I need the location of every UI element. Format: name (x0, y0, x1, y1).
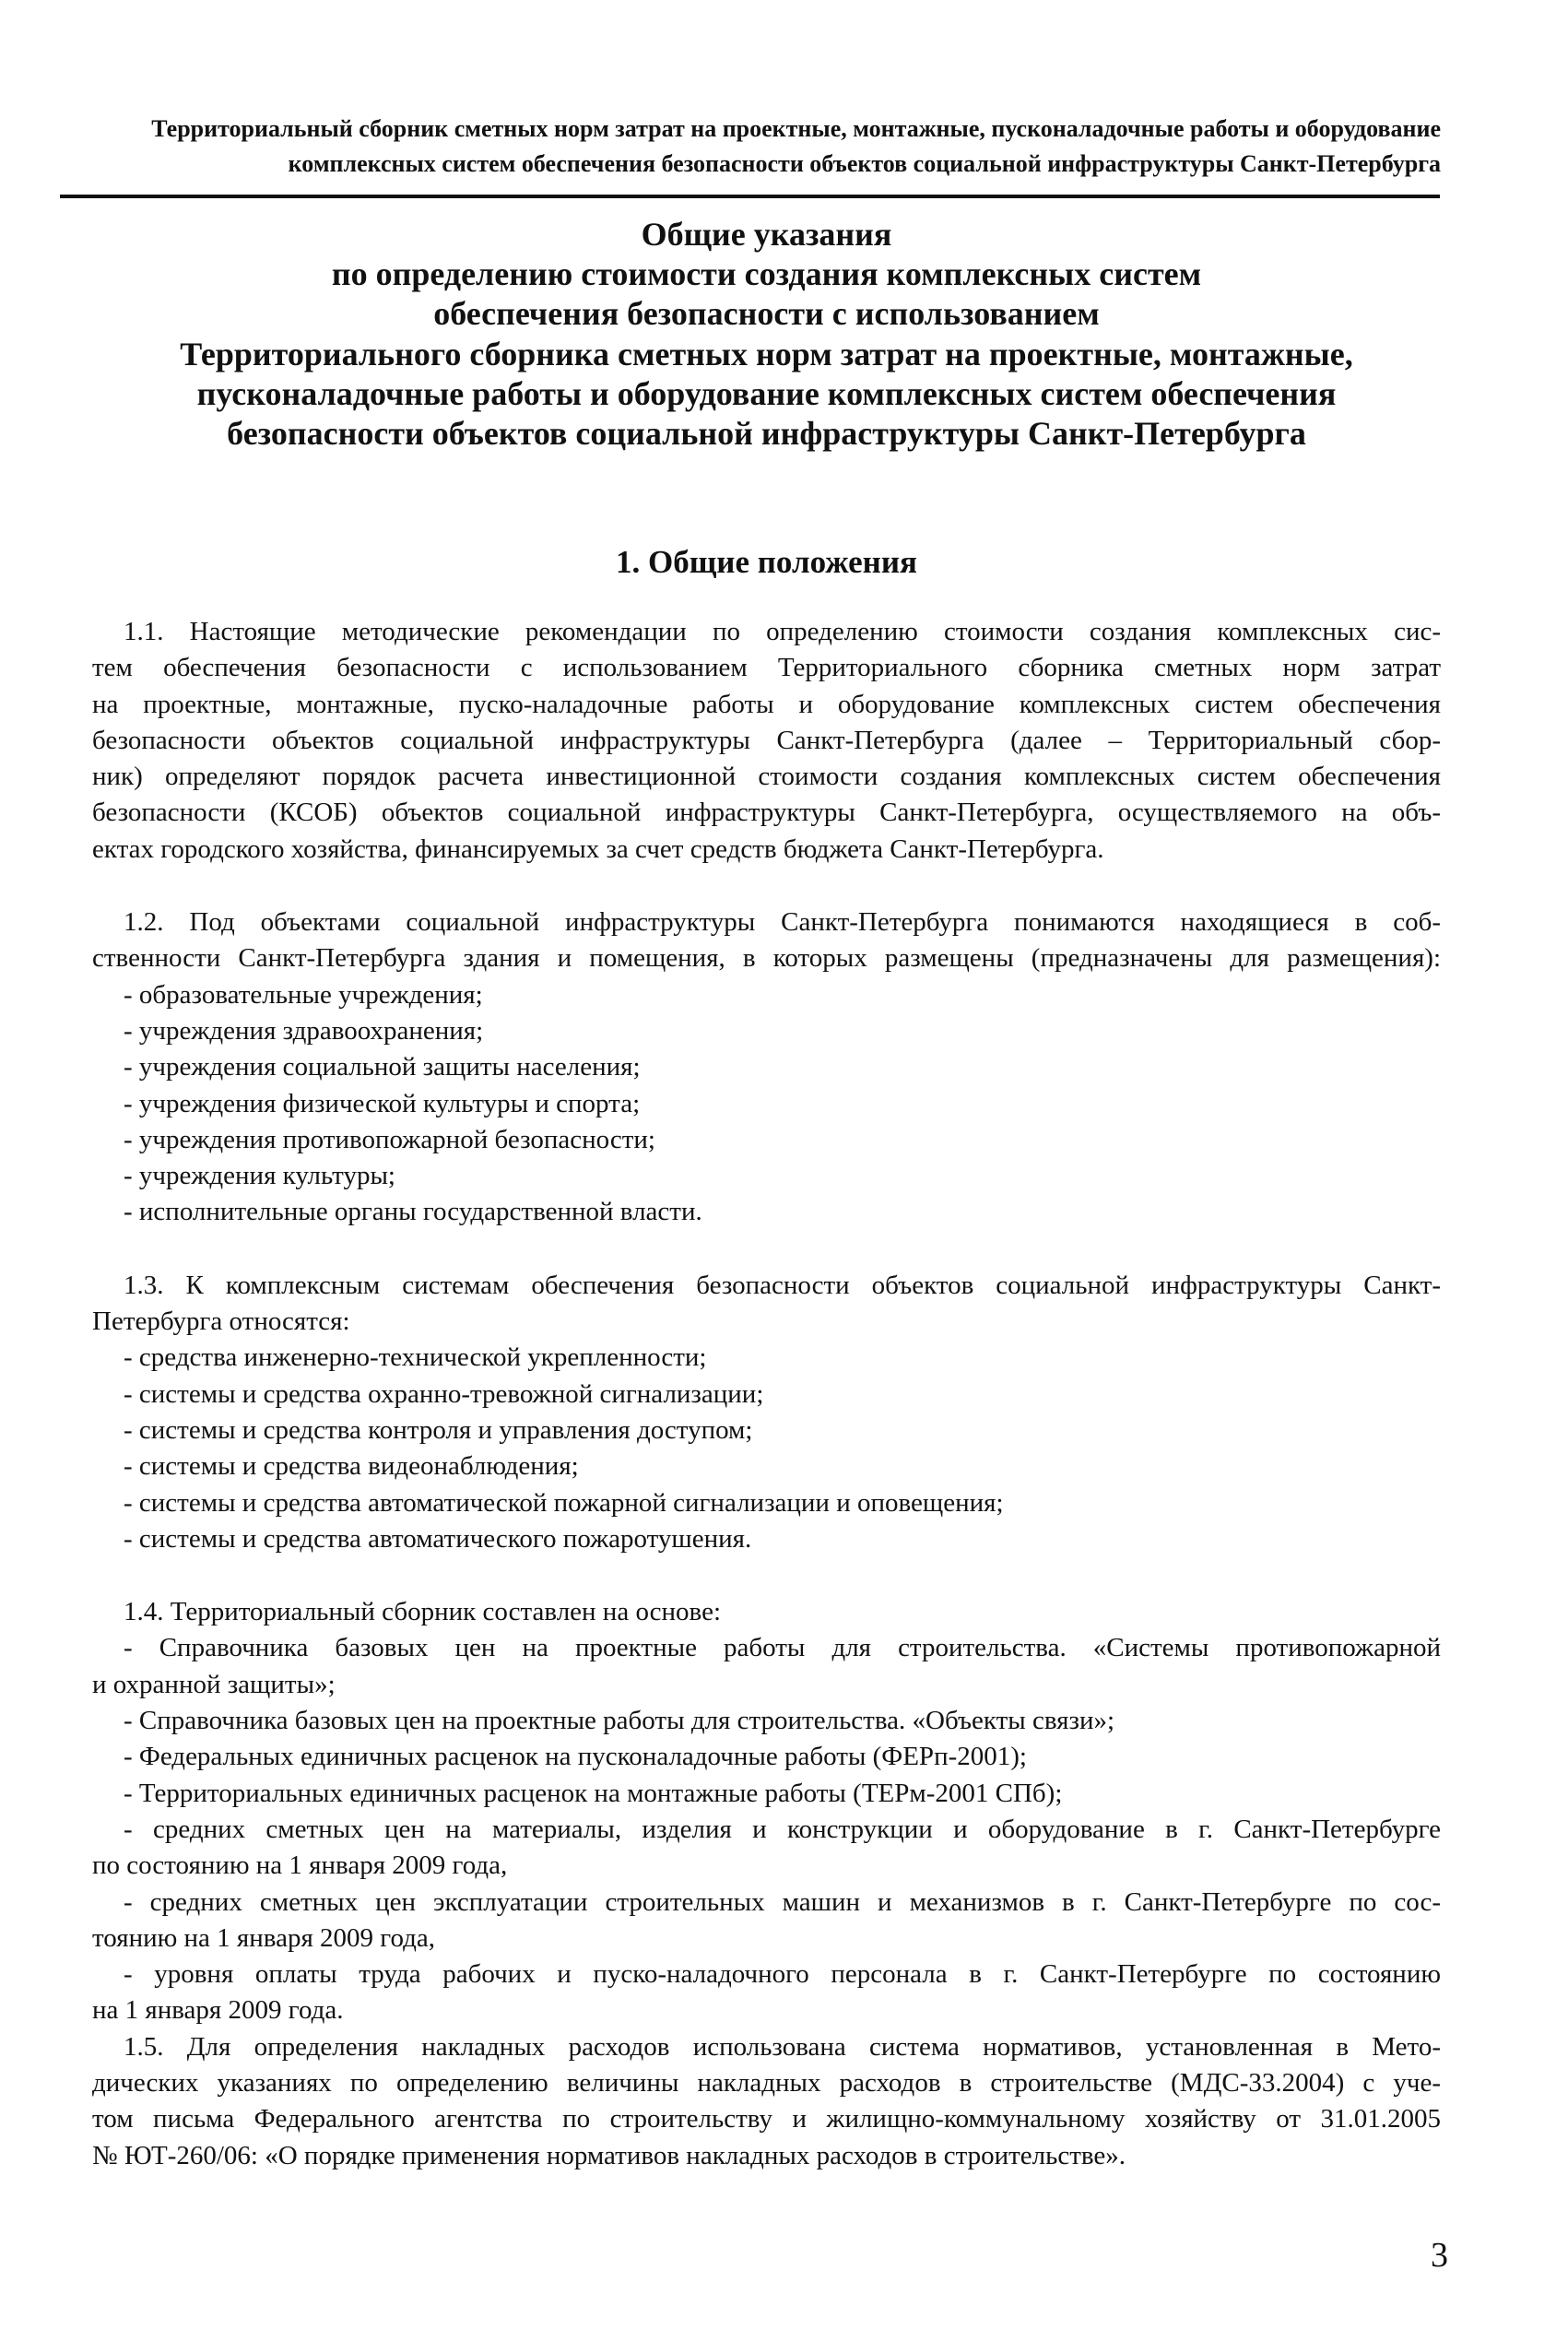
list-item: - средства инженерно-технической укрепленности; (124, 1342, 707, 1373)
title-line: пусконаладочные работы и оборудование комплексных систем обеспечения (196, 374, 1337, 412)
text-line: 1.2. Под объектами социальной инфраструктуры Санкт-Петербурга понимаются находящиеся в соб- (124, 907, 1441, 938)
header-divider (60, 195, 1440, 198)
running-header (95, 112, 1441, 182)
paragraph-gap (92, 1557, 1441, 1594)
document-title (92, 215, 1441, 454)
list-item: - образовательные учреждения; (124, 979, 483, 1010)
document-body (92, 614, 1441, 2174)
text-line: безопасности (КСОБ) объектов социальной инфраструктуры Санкт-Петербурга, осуществляемого на объ- (92, 798, 1441, 828)
paragraph-block (92, 1268, 1441, 1557)
text-line: Петербурга относятся: (92, 1306, 350, 1337)
text-line: - Справочника базовых цен на проектные работы для строительства. «Системы противопожарной (124, 1633, 1441, 1663)
text-line: том письма Федерального агентства по строительству и жилищно-коммунальному хозяйству от 31.01.2005 (92, 2104, 1441, 2134)
list-item: - учреждения физической культуры и спорта; (124, 1088, 641, 1118)
list-item: - Территориальных единичных расценок на монтажные работы (ТЕРм-2001 СПб); (124, 1778, 1063, 1808)
title-line: по определению стоимости создания комплексных систем (331, 255, 1202, 293)
title-line: безопасности объектов социальной инфраструктуры Санкт-Петербурга (227, 415, 1306, 453)
list-item: - учреждения здравоохранения; (124, 1015, 484, 1046)
text-line: - уровня оплаты труда рабочих и пуско-наладочного персонала в г. Санкт-Петербурге по состоянию (124, 1959, 1441, 1990)
text-line: на проектные, монтажные, пуско-наладочные работы и оборудование комплексных систем обеспечения (92, 689, 1441, 719)
list-item: - Справочника базовых цен на проектные работы для строительства. «Объекты связи»; (124, 1706, 1115, 1736)
text-line: ектах городского хозяйства, финансируемых за счет средств бюджета Санкт-Петербурга. (92, 834, 1104, 864)
text-line: 1.5. Для определения накладных расходов использована система нормативов, установленная в Мето- (124, 2031, 1441, 2062)
text-line: и охранной защиты»; (92, 1669, 336, 1699)
section-heading: 1. Общие положения (616, 544, 917, 580)
paragraph-block (92, 614, 1441, 868)
list-item: - учреждения социальной защиты населения; (124, 1052, 641, 1082)
text-line: № ЮТ-260/06: «О порядке применения нормативов накладных расходов в строительстве». (92, 2140, 1126, 2170)
paragraph-gap (92, 1231, 1441, 1268)
text-line: безопасности объектов социальной инфраструктуры Санкт-Петербурга (далее – Территориальный сбор- (92, 725, 1441, 755)
title-line: Общие указания (641, 216, 892, 253)
running-header-line: комплексных систем обеспечения безопасности объектов социальной инфраструктуры Санкт-Петербурга (288, 150, 1441, 177)
page-number: 3 (1431, 2236, 1448, 2275)
running-header-line: Территориальный сборник сметных норм затрат на проектные, монтажные, пусконаладочные работы и оборудование (151, 115, 1441, 142)
title-line: обеспечения безопасности с использованием (433, 295, 1100, 333)
text-line: по состоянию на 1 января 2009 года, (92, 1850, 508, 1881)
list-item: - системы и средства автоматической пожарной сигнализации и оповещения; (124, 1487, 1004, 1518)
list-item: - исполнительные органы государственной власти. (124, 1197, 702, 1227)
list-item: - Федеральных единичных расценок на пусконаладочные работы (ФЕРп-2001); (124, 1742, 1027, 1772)
list-item: - системы и средства видеонаблюдения; (124, 1451, 579, 1482)
list-item: - системы и средства автоматического пожаротушения. (124, 1523, 752, 1554)
text-line: дических указаниях по определению величины накладных расходов в строительстве (МДС-33.2004) с уче- (92, 2067, 1441, 2098)
text-line: - средних сметных цен на материалы, изделия и конструкции и оборудование в г. Санкт-Петербурге (124, 1814, 1441, 1844)
text-line: ственности Санкт-Петербурга здания и помещения, в которых размещены (предназначены для размещения): (92, 943, 1441, 974)
text-line: - средних сметных цен эксплуатации строительных машин и механизмов в г. Санкт-Петербурге по сос- (124, 1886, 1441, 1917)
paragraph-gap (92, 868, 1441, 904)
list-item: - учреждения культуры; (124, 1161, 395, 1191)
text-line: на 1 января 2009 года. (92, 1995, 344, 2026)
list-item: - системы и средства контроля и управления доступом; (124, 1414, 753, 1445)
title-line: Территориального сборника сметных норм затрат на проектные, монтажные, (180, 335, 1353, 372)
text-line: тем обеспечения безопасности с использованием Территориального сборника сметных норм затрат (92, 653, 1441, 683)
list-item: - системы и средства охранно-тревожной сигнализации; (124, 1378, 764, 1409)
list-item: - учреждения противопожарной безопасности; (124, 1124, 655, 1154)
paragraph-block (92, 904, 1441, 1231)
text-line: ник) определяют порядок расчета инвестиционной стоимости создания комплексных систем обеспечения (92, 762, 1441, 792)
text-line: тоянию на 1 января 2009 года, (92, 1922, 436, 1953)
text-line: 1.3. К комплексным системам обеспечения безопасности объектов социальной инфраструктуры Санкт- (124, 1270, 1441, 1300)
list-item: 1.4. Территориальный сборник составлен на основе: (124, 1597, 722, 1627)
paragraph-block (92, 1594, 1441, 2174)
text-line: 1.1. Настоящие методические рекомендации по определению стоимости создания комплексных сис- (124, 617, 1441, 646)
